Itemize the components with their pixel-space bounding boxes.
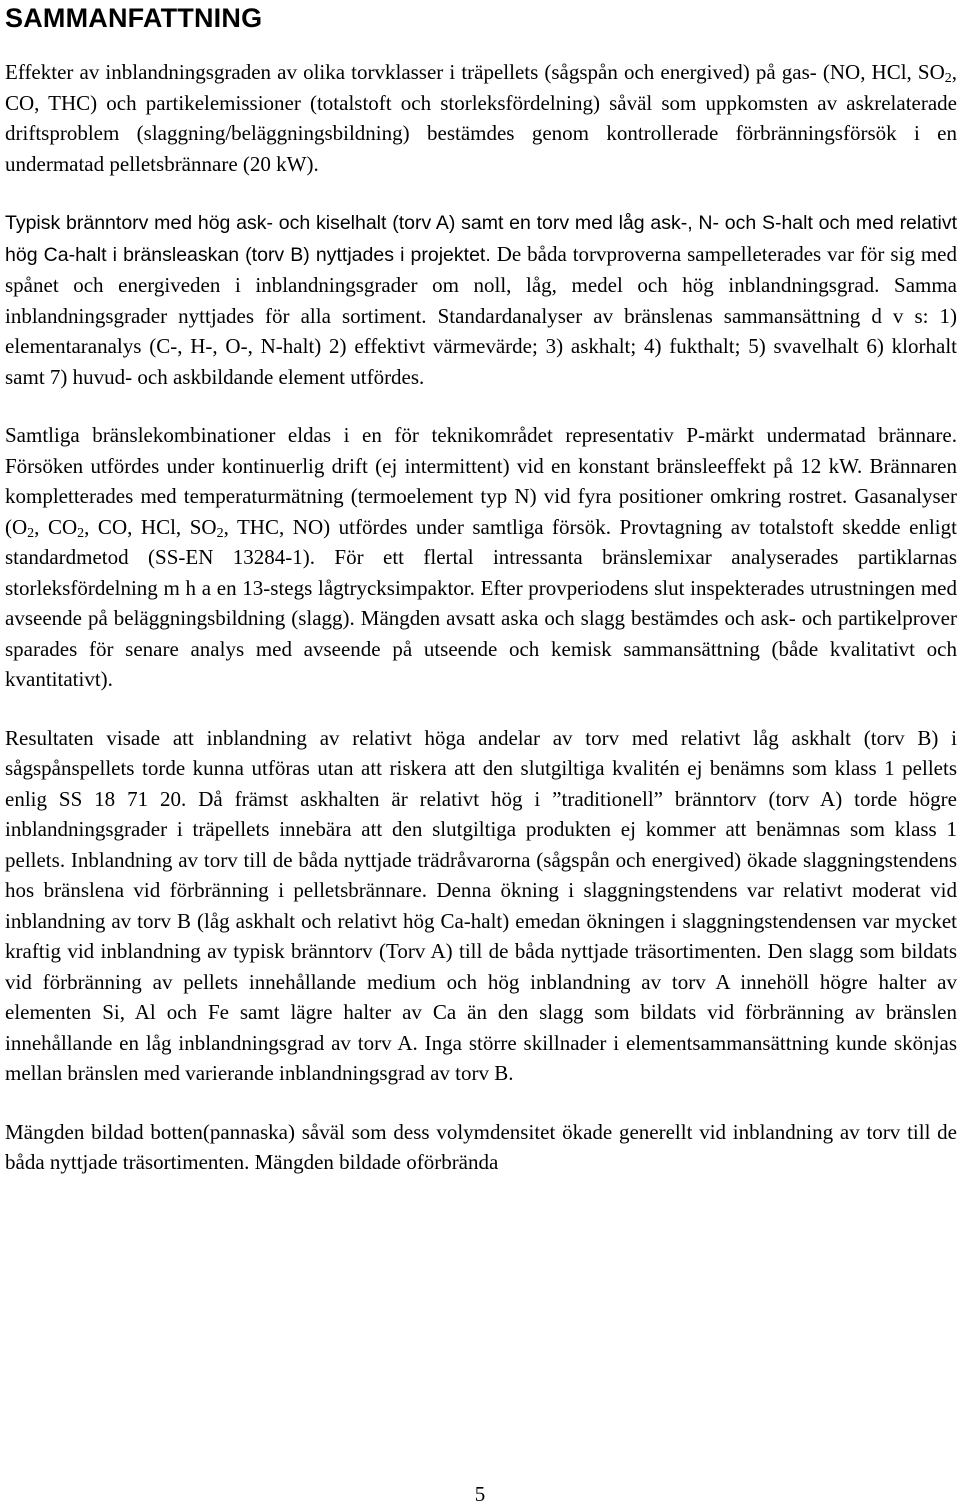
summary-paragraph-1 [5,57,957,179]
paragraph-text: De båda torvproverna sampelleterades var för sig med spånet och energiveden i inblandningsgrader om noll, låg, medel och hög inblandningsgrad. Samma inblandningsgrader nyttjades för alla sortiment. Standardanalyser av bränslenas sammansättning d v s: 1) elementaranalys (C-, H-, O-, N-halt) 2) effektivt värmevärde; 3) askhalt; 4) fukthalt; 5) svavelhalt 6) klorhalt samt 7) huvud- och askbildande element utfördes. [5,241,957,389]
paragraph-text-sans: Typisk bränntorv med hög ask- och kiselhalt (torv A) samt en torv med låg ask-, N- och S-halt och med relativt hög Ca-halt i bränsleaskan (torv B) nyttjades i projektet. [5,212,957,266]
paragraph-text: , CO, HCl, SO [84,514,217,539]
paragraph-text: , CO, THC) och partikelemissioner (totalstoft och storleksfördelning) såväl som uppkomsten av askrelaterade driftsproblem (slaggning/beläggningsbildning) bestämdes genom kontrollerade förbränningsförsök i en undermatad pelletsbrännare (20 kW). [5,60,957,176]
subscript: 2 [216,525,224,541]
summary-paragraph-4: Resultaten visade att inblandning av relativt höga andelar av torv med relativt låg askhalt (torv B) i sågspånspellets torde kunna utföras utan att riskera att den slutgiltiga kvalitén ej benämns som klass 1 pellets enlig SS 18 71 20. Då främst askhalten är relativt hög i ”traditionell” bränntorv (torv A) torde högre inblandningsgrader i träpellets innebära att den slutgiltiga produkten ej kommer att benämnas som klass 1 pellets. Inblandning av torv till de båda nyttjade trädråvarorna (sågspån och energived) ökade slaggningstendens hos bränslena vid förbränning i pelletsbrännare. Denna ökning i slaggningstendens var relativt moderat vid inblandning av torv B (låg askhalt och relativt hög Ca-halt) emedan ökningen i slaggningstendensen var mycket kraftig vid inblandning av typisk bränntorv (Torv A) till de båda nyttjade träsortimenten. Den slagg som bildats vid förbränning av pellets innehållande medium och hög inblandning av torv A innehöll högre halter av elementen Si, Al och Fe samt lägre halter av Ca än den slagg som bildats vid förbränning av bränslen innehållande en låg inblandningsgrad av torv A. Inga större skillnader i elementsammansättning kunde skönjas mellan bränslen med varierande inblandningsgrad av torv B. [5,725,957,1085]
summary-paragraph-5: Mängden bildad botten(pannaska) såväl som dess volymdensitet ökade generellt vid inblandning av torv till de båda nyttjade träsortimenten. Mängden bildade oförbrända [5,1119,957,1174]
subscript: 2 [27,525,35,541]
page-number: 5 [474,1482,486,1506]
summary-paragraph-3 [5,420,957,695]
summary-paragraph-2 [5,207,957,392]
paragraph-text: Effekter av inblandningsgraden av olika torvklasser i träpellets (sågspån och energived) på gas- (NO, HCl, SO [5,60,945,84]
paragraph-text: , THC, NO) utfördes under samtliga försök. Provtagning av totalstoft skedde enligt standardmetod (SS-EN 13284-1). För ett flertal intressanta bränslemixar analyserades partiklarnas storleksfördelning m h a en 13-stegs lågtrycksimpaktor. Efter provperiodens slut inspekterades utrustningen med avseende på beläggningsbildning (slagg). Mängden avsatt aska och slagg bestämdes och ask- och partikelprover sparades för senare analys med avseende på utseende och kemisk sammansättning (både kvalitativt och kvantitativt). [5,514,957,691]
paragraph-text: , CO [34,514,78,539]
section-heading: SAMMANFATTNING [5,3,263,33]
paragraph-text: Samtliga bränslekombinationer eldas i en för teknikområdet representativ P-märkt undermatad brännare. Försöken utfördes under kontinuerlig drift (ej intermittent) vid en konstant bränsleeffekt på 12 kW. Brännaren kompletterades med temperaturmätning (termoelement typ N) vid fyra positioner omkring rostret. Gasanalyser (O [5,423,957,539]
subscript: 2 [944,71,952,86]
document-page [5,0,957,1178]
subscript: 2 [77,525,85,541]
